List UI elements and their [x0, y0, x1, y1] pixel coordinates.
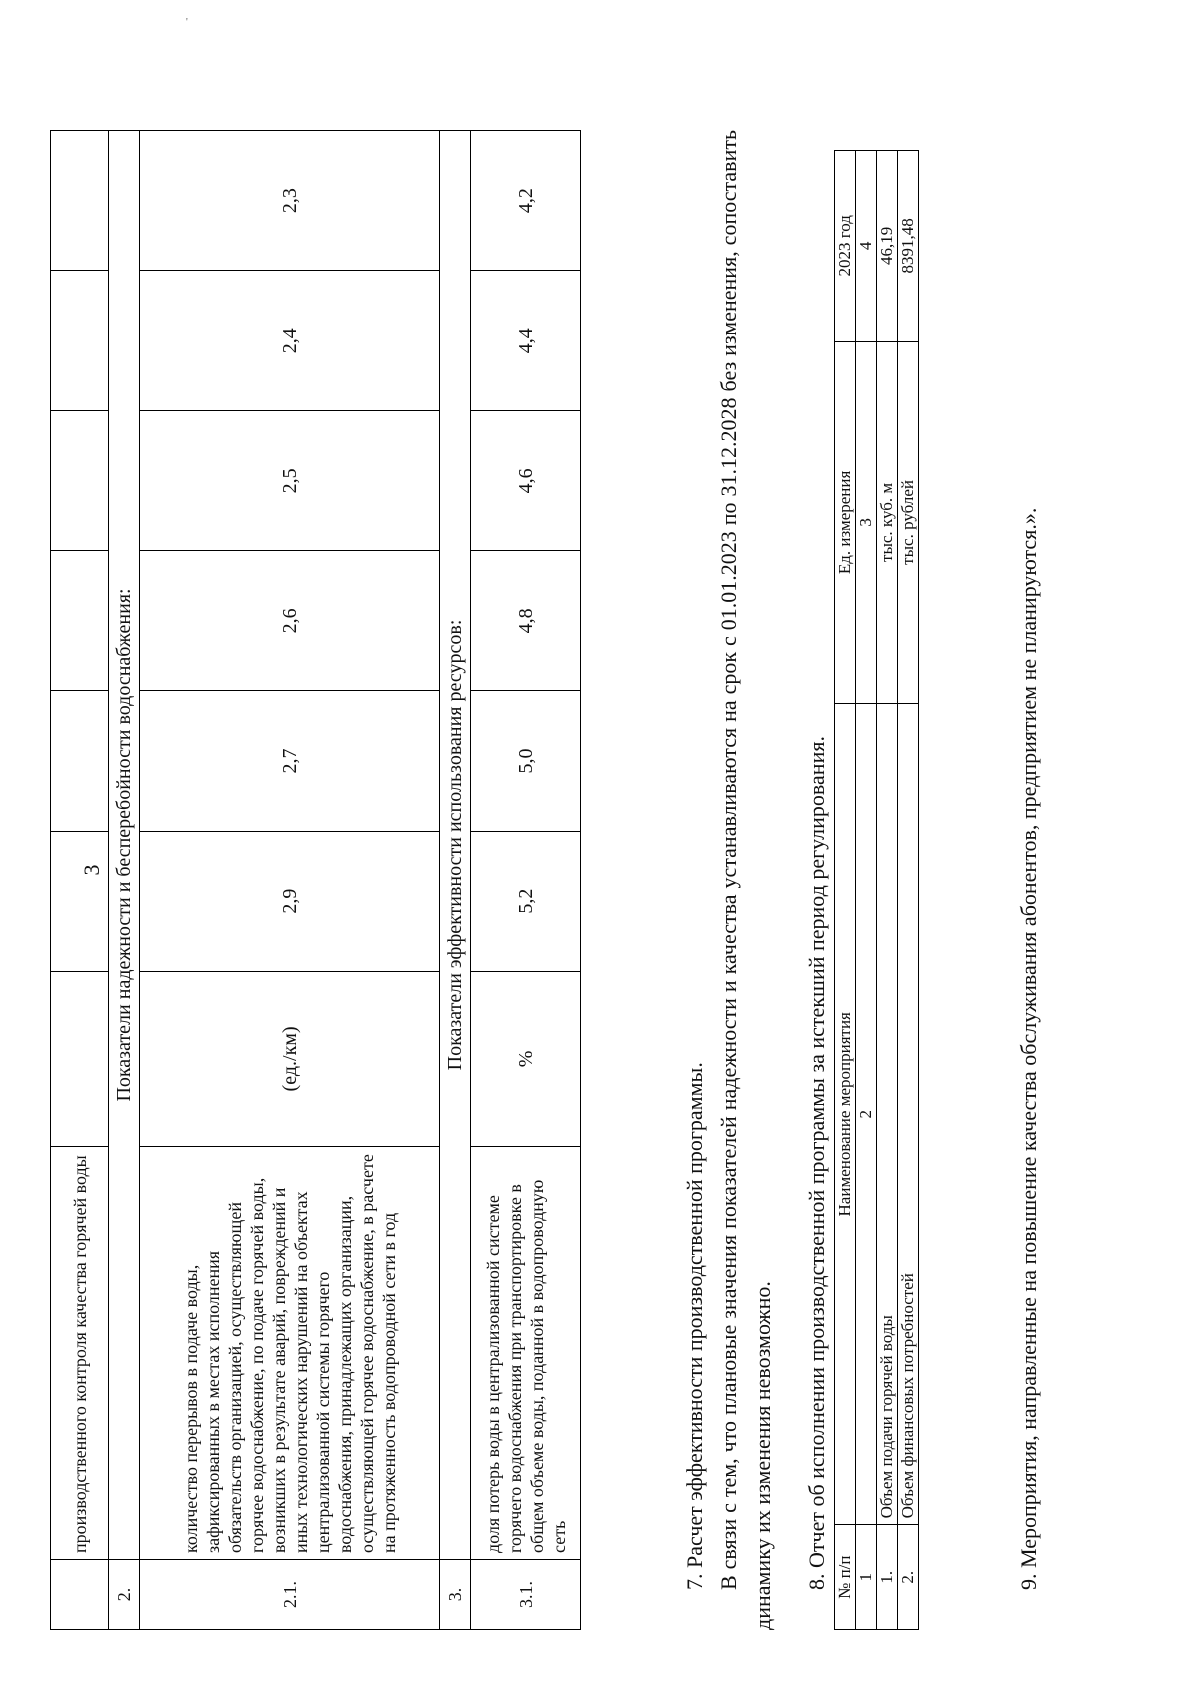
value-cell: 8391,48 [898, 151, 919, 342]
unit-cell: тыс. рублей [898, 341, 919, 704]
value-cell: 5,2 [471, 831, 581, 971]
value-cell: 2,4 [140, 271, 440, 411]
table-header-row [835, 151, 856, 1630]
measure-name: Объем финансовых потребностей [898, 704, 919, 1525]
value-cell: 4,6 [471, 411, 581, 551]
unit-cell: тыс. куб. м [877, 341, 898, 704]
column-number: 3 [856, 341, 877, 704]
value-cell: 4,4 [471, 271, 581, 411]
section-number: 2. [109, 1559, 140, 1629]
row-number [51, 1559, 109, 1629]
section-8 [802, 130, 919, 1630]
header-cell: № п/п [835, 1525, 856, 1630]
column-number: 2 [856, 704, 877, 1525]
row-number: 3.1. [471, 1559, 581, 1629]
section-7 [678, 130, 780, 1630]
measure-name: Объем подачи горячей воды [877, 704, 898, 1525]
scan-speck: ' [186, 17, 188, 28]
section-8-title: 8. Отчет об исполнении производственной программы за истекший период регулирования. [804, 736, 829, 1590]
section-9: 9. Мероприятия, направленные на повышение качества обслуживания абонентов, предприятием не планируются.». [1016, 507, 1041, 1590]
section-title: Показатели надежности и бесперебойности водоснабжения: [109, 131, 140, 1560]
indicators-table [50, 130, 581, 1630]
value-cell: 2,6 [140, 551, 440, 691]
section-7-body: В связи с тем, что плановые значения показателей надежности и качества устанавливаются на срок с 01.01.2023 по 31.12.2028 без изменения, сопоставить динамику их изменения невозможно. [716, 130, 775, 1630]
indicator-name: доля потерь воды в централизованной системе горячего водоснабжения при транспортировке в общем объеме воды, поданной в водопроводную сеть [471, 1147, 581, 1560]
header-cell: 2023 год [835, 151, 856, 342]
section-row [440, 131, 471, 1630]
column-number: 4 [856, 151, 877, 342]
section-7-title: 7. Расчет эффективности производственной программы. [682, 1062, 707, 1590]
report-table [834, 150, 919, 1630]
header-cell: Ед. измерения [835, 341, 856, 704]
row-number: 1. [877, 1525, 898, 1630]
row-number: 2. [898, 1525, 919, 1630]
section-number: 3. [440, 1559, 471, 1629]
value-cell: 5,0 [471, 691, 581, 831]
indicator-name: количество перерывов в подаче воды, зафиксированных в местах исполнения обязательств организацией, осуществляющей горячее водоснабжение, по подаче горячей воды, возникших в результате аварий, повреждений и иных технологических нарушений на объектах централизованной системы горячего водоснабжения, принадлежащих организации, осуществляющей горячее водоснабжение, в расчете на протяженность водопроводной сети в год [140, 1147, 440, 1560]
value-cell: 46,19 [877, 151, 898, 342]
indicator-name: производственного контроля качества горячей воды [51, 1147, 109, 1560]
table-row [51, 131, 109, 1630]
unit-cell: (ед./км) [140, 971, 440, 1147]
value-cell: 2,7 [140, 691, 440, 831]
rotated-content [50, 70, 1150, 1630]
unit-cell: % [471, 971, 581, 1147]
row-number: 2.1. [140, 1559, 440, 1629]
value-cell: 4,8 [471, 551, 581, 691]
table-row [140, 131, 440, 1630]
column-number: 1 [856, 1525, 877, 1630]
table-row [877, 151, 898, 1630]
header-cell: Наименование мероприятия [835, 704, 856, 1525]
value-cell: 2,3 [140, 131, 440, 271]
column-number-row [856, 151, 877, 1630]
value-cell: 2,5 [140, 411, 440, 551]
table-row [471, 131, 581, 1630]
value-cell: 4,2 [471, 131, 581, 271]
page-number: 3 [79, 864, 104, 876]
value-cell: 2,9 [140, 831, 440, 971]
section-title: Показатели эффективности использования ресурсов: [440, 131, 471, 1560]
section-row [109, 131, 140, 1630]
table-row [898, 151, 919, 1630]
